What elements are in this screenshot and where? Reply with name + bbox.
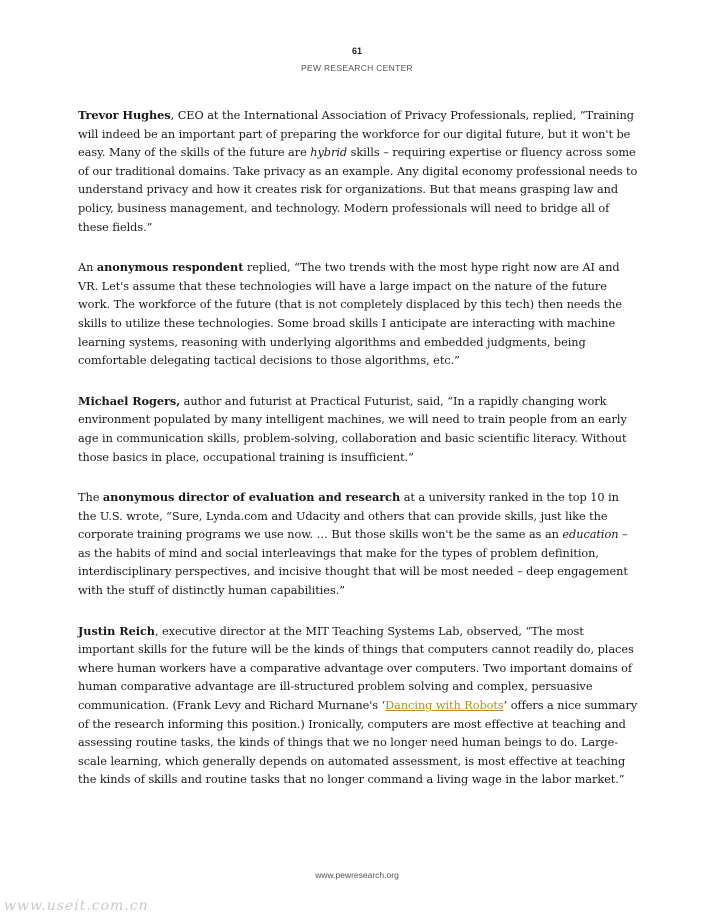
- emphasis-text: education: [562, 528, 619, 542]
- quote-text: – as the habits of mind and social interleavings that make for the types of problem definition, interdisciplinary perspectives, and incisive thought that will be most needed – deep engagement with the stuff of distinctly human capabilities.”: [78, 528, 628, 598]
- quote-paragraph-reich: [78, 622, 640, 790]
- footer-url: www.pewresearch.org: [315, 870, 399, 880]
- quote-paragraph-rogers: [78, 392, 640, 467]
- quote-paragraph-hughes: [78, 106, 640, 237]
- lead-text: The: [78, 491, 103, 505]
- quote-text: replied, “The two trends with the most hype right now are AI and VR. Let's assume that these technologies will have a large impact on the nature of the future work. The workforce of the future (that is not completely displaced by this tech) then needs the skills to utilize these technologies. Some broad skills I anticipate are interacting with machine learning systems, reasoning with underlying algorithms and embedded judgments, being comfortable delegating tactical decisions to those algorithms, etc.”: [78, 261, 623, 368]
- quote-paragraph-anonymous-respondent: [78, 258, 640, 371]
- lead-text: An: [78, 261, 97, 275]
- respondent-name: anonymous director of evaluation and research: [102, 490, 401, 505]
- quote-text: at a university ranked in the top 10 in the U.S. wrote, “Sure, Lynda.com and Udacity and others that can provide skills, just like the corporate training programs we use now. … But those skills won't be the same as an: [78, 491, 619, 542]
- page-number: 61: [351, 46, 362, 56]
- respondent-name: Michael Rogers,: [78, 393, 181, 408]
- quote-paragraph-anonymous-director: [78, 488, 640, 601]
- main-content: [78, 106, 640, 811]
- quote-text: , executive director at the MIT Teaching Systems Lab, observed, “The most important skills for the future will be the kinds of things that computers cannot readily do, places where human workers have a comparative advantage over computers. Two important domains of human comparative advantage are ill-structured problem solving and complex, persuasive communication. (Frank Levy and Richard Murnane's ‘: [78, 624, 634, 713]
- quote-text: , CEO at the International Association of Privacy Professionals, replied, “Training will indeed be an important part of preparing the workforce for our digital future, but it won't be easy. Many of the skills of the future are: [78, 109, 634, 160]
- organization-header: PEW RESEARCH CENTER: [301, 63, 413, 73]
- watermark: www.useit.com.cn: [4, 898, 149, 914]
- respondent-name: Trevor Hughes: [78, 108, 171, 122]
- respondent-name: Justin Reich: [78, 623, 155, 638]
- quote-text: ’ offers a nice summary of the research informing this position.) Ironically, computers are most effective at teaching and assessing routine tasks, the kinds of things that we no longer need human beings to do. Large-scale learning, which generally depends on automated assessment, is most effective at teaching the kinds of skills and routine tasks that no longer command a living wage in the labor market.”: [78, 699, 638, 787]
- dancing-with-robots-link[interactable]: Dancing with Robots: [385, 699, 504, 713]
- quote-text: skills – requiring expertise or fluency across some of our traditional domains. Take privacy as an example. Any digital economy professional needs to understand privacy and how it creates risk for organizations. But that means grasping law and policy, business management, and technology. Modern professionals will need to bridge all of these fields.”: [78, 146, 638, 234]
- emphasis-text: hybrid: [310, 146, 348, 160]
- respondent-name: anonymous respondent: [96, 260, 244, 275]
- quote-text: author and futurist at Practical Futurist, said, “In a rapidly changing work environment populated by many intelligent machines, we will need to train people from an early age in communication skills, problem-solving, collaboration and basic scientific literacy. Without those basics in place, occupational training is insufficient.”: [78, 394, 627, 464]
